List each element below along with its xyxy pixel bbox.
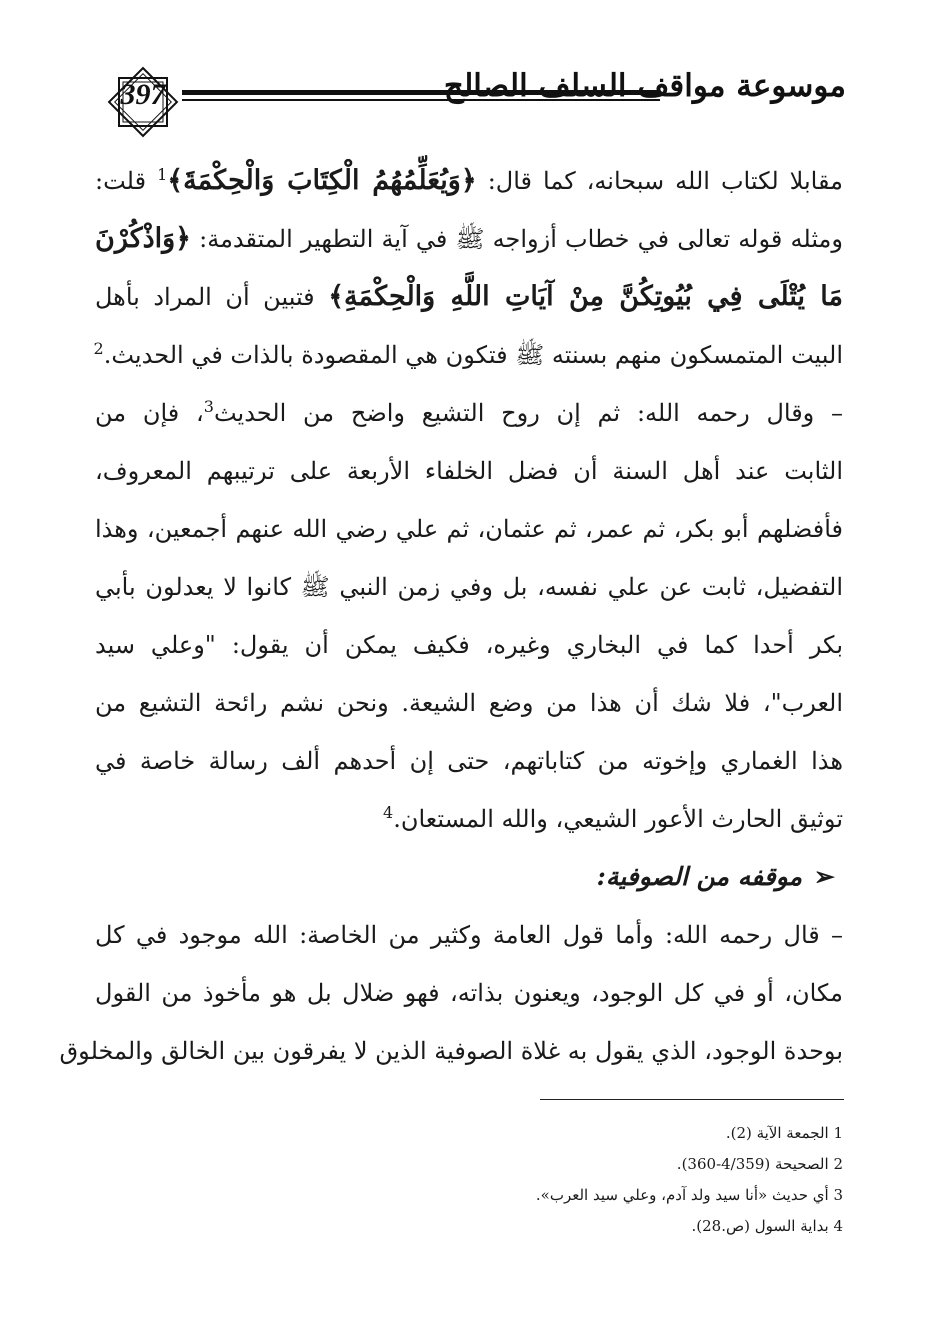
footnote-ref: 4 (383, 803, 394, 822)
text-line (95, 616, 843, 674)
footnote-ref: 2 (93, 339, 104, 358)
text-span: مكان، أو في كل الوجود، ويعنون بذاته، فهو ضلال بل هو مأخوذ من القول (95, 979, 843, 1007)
text-line (95, 674, 843, 732)
quran-verse: ﴿وَيُعَلِّمُهُمُ الْكِتَابَ وَالْحِكْمَةَ﴾ (167, 165, 477, 196)
book-title: موسوعة مواقف السلف الصالح (443, 68, 846, 104)
quran-verse: مَا يُتْلَى فِي بُيُوتِكُنَّ مِنْ آيَاتِ اللَّهِ وَالْحِكْمَةِ﴾ (328, 281, 843, 312)
text-span: هذا الغماري وإخوته من كتاباتهم، حتى إن أحدهم ألف رسالة خاصة في (95, 747, 843, 775)
footnote: 1 الجمعة الآية (2). (725, 1124, 843, 1142)
text-span: العرب"، فلا شك أن هذا من وضع الشيعة. ونحن نشم رائحة التشيع من (95, 689, 843, 717)
text-line (95, 790, 843, 848)
text-span: قلت: (95, 167, 158, 195)
text-span: البيت المتمسكون منهم بسنته ﷺ فتكون هي المقصودة بالذات في الحديث. (103, 341, 843, 369)
page-body (59, 152, 844, 1080)
page-header (96, 62, 846, 142)
footnote: 2 الصحيحة (4/359-360). (676, 1155, 843, 1173)
text-line (95, 384, 843, 442)
footnote-ref: 3 (203, 397, 214, 416)
text-span: بكر أحدا كما في البخاري وغيره، فكيف يمكن أن يقول: "وعلي سيد (95, 631, 843, 659)
text-span: – قال رحمه الله: وأما قول العامة وكثير من الخاصة: الله موجود في كل (95, 921, 843, 949)
text-line (95, 442, 843, 500)
text-span: – وقال رحمه الله: ثم إن روح التشيع واضح من الحديث (213, 399, 844, 427)
text-line (95, 326, 843, 384)
footnote: 3 أي حديث «أنا سيد ولد آدم، وعلي سيد العرب». (535, 1186, 843, 1204)
footnote: 4 بداية السول (ص.28). (691, 1217, 843, 1235)
footnotes (95, 1118, 843, 1242)
text-line (95, 558, 843, 616)
text-line (59, 1022, 843, 1080)
text-span: مقابلا لكتاب الله سبحانه، كما قال: (476, 167, 843, 195)
text-span: فتبين أن المراد بأهل (95, 283, 329, 311)
text-line (95, 210, 843, 268)
section-heading-text: موقفه من الصوفية: (596, 862, 803, 891)
footnote-ref: 1 (157, 165, 168, 184)
text-span: الثابت عند أهل السنة أن فضل الخلفاء الأربعة على ترتيبهم المعروف، (95, 457, 843, 485)
text-span: ، فإن من (95, 399, 204, 427)
text-span: توثيق الحارث الأعور الشيعي، والله المستعان. (393, 805, 843, 833)
body-paragraphs (95, 152, 843, 848)
arrow-bullet-icon: ➢ (814, 862, 835, 891)
text-line (95, 152, 843, 210)
text-span: فأفضلهم أبو بكر، ثم عمر، ثم عثمان، ثم علي رضي الله عنهم أجمعين، وهذا (95, 515, 843, 543)
text-span: التفضيل، ثابت عن علي نفسه، بل وفي زمن النبي ﷺ كانوا لا يعدلون بأبي (95, 573, 843, 601)
text-span: بوحدة الوجود، الذي يقول به غلاة الصوفية الذين لا يفرقون بين الخالق والمخلوق (59, 1037, 843, 1065)
page-number: 397 (120, 78, 166, 111)
text-line (95, 500, 843, 558)
quran-verse: ﴿وَاذْكُرْنَ (95, 223, 191, 254)
text-span: ومثله قوله تعالى في خطاب أزواجه ﷺ في آية التطهير المتقدمة: (190, 225, 844, 253)
body-paragraphs-2 (59, 906, 843, 1080)
section-heading (95, 848, 843, 906)
text-line (95, 268, 843, 326)
text-line (95, 732, 843, 790)
text-line (95, 964, 843, 1022)
page-number-badge (102, 64, 184, 140)
text-line (95, 906, 843, 964)
footnote-separator (540, 1099, 844, 1100)
